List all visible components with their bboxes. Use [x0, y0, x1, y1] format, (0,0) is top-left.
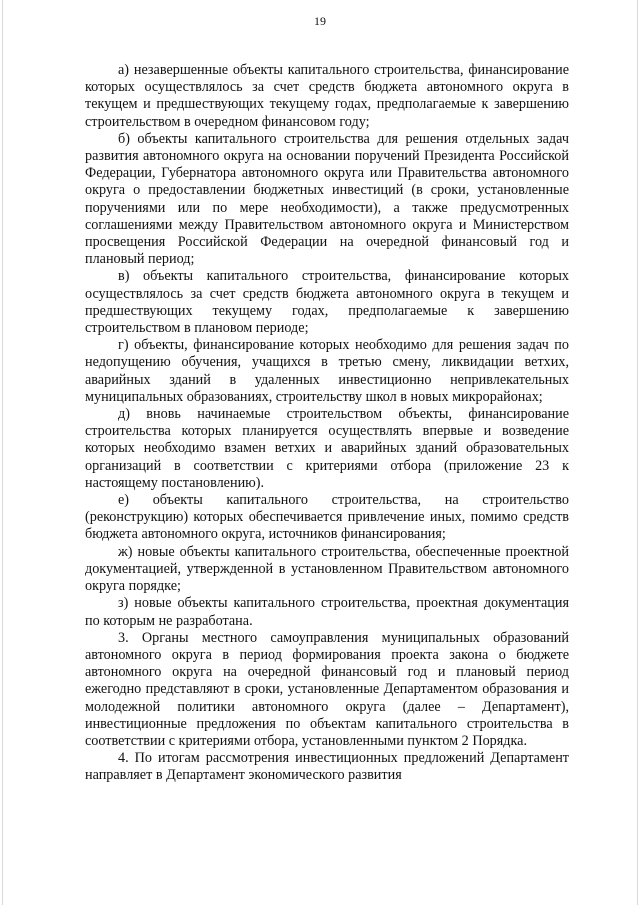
paragraph-d: д) вновь начинаемые строительством объекты, финансирование строительства которых планируется осуществлять впервые и возведение которых необходимо взамен ветхих и аварийных зданий образовательных организаций в соответствии с критериями отбора (приложение 23 к настоящему постановлению). [85, 406, 569, 491]
paragraph-g: г) объекты, финансирование которых необходимо для решения задач по недопущению обучения, учащихся в третью смену, ликвидации ветхих, аварийных зданий в удаленных инвестиционно непривлекательных муниципальных образованиях, строительству школ в новых микрорайонах; [85, 337, 569, 405]
paragraph-z: з) новые объекты капитального строительства, проектная документация по которым не разработана. [85, 595, 569, 629]
page-number: 19 [314, 14, 326, 28]
paragraph-3: 3. Органы местного самоуправления муниципальных образований автономного округа в период формирования проекта закона о бюджете автономного округа на очередной финансовый год и плановый период ежегодно представляют в сроки, установленные Департаментом образования и молодежной политики автономного округа (далее – Департамент), инвестиционные предложения по объектам капитального строительства в соответствии с критериями отбора, установленными пунктом 2 Порядка. [85, 629, 569, 749]
paragraph-b: б) объекты капитального строительства для решения отдельных задач развития автономного округа на основании поручений Президента Российской Федерации, Губернатора автономного округа или Правительства автономного округа о предоставлении бюджетных инвестиций (в сроки, установленные поручениями или по мере необходимости), а также предусмотренных соглашениями между Правительством автономного округа и Министерством просвещения Российской Федерации на очередной финансовый год и плановый период; [85, 130, 569, 268]
paragraph-zh: ж) новые объекты капитального строительства, обеспеченные проектной документацией, утвержденной в установленном Правительством автономного округа порядке; [85, 543, 569, 595]
paragraph-v: в) объекты капитального строительства, финансирование которых осуществлялось за счет средств бюджета автономного округа в текущем и предшествующих текущему годах, предполагаемые к завершению строительством в плановом периоде; [85, 268, 569, 337]
paragraph-a: а) незавершенные объекты капитального строительства, финансирование которых осуществлялось за счет средств бюджета автономного округа в текущем и предшествующих текущему годах, предполагаемые к завершению строительством в очередном финансовом году; [85, 62, 569, 130]
document-body [85, 62, 569, 785]
page-right-edge [637, 0, 638, 905]
page-left-edge [2, 0, 3, 905]
paragraph-4: 4. По итогам рассмотрения инвестиционных предложений Департамент направляет в Департамент экономического развития [85, 750, 569, 784]
paragraph-e: е) объекты капитального строительства, на строительство (реконструкцию) которых обеспечивается привлечение иных, помимо средств бюджета автономного округа, источников финансирования; [85, 492, 569, 543]
